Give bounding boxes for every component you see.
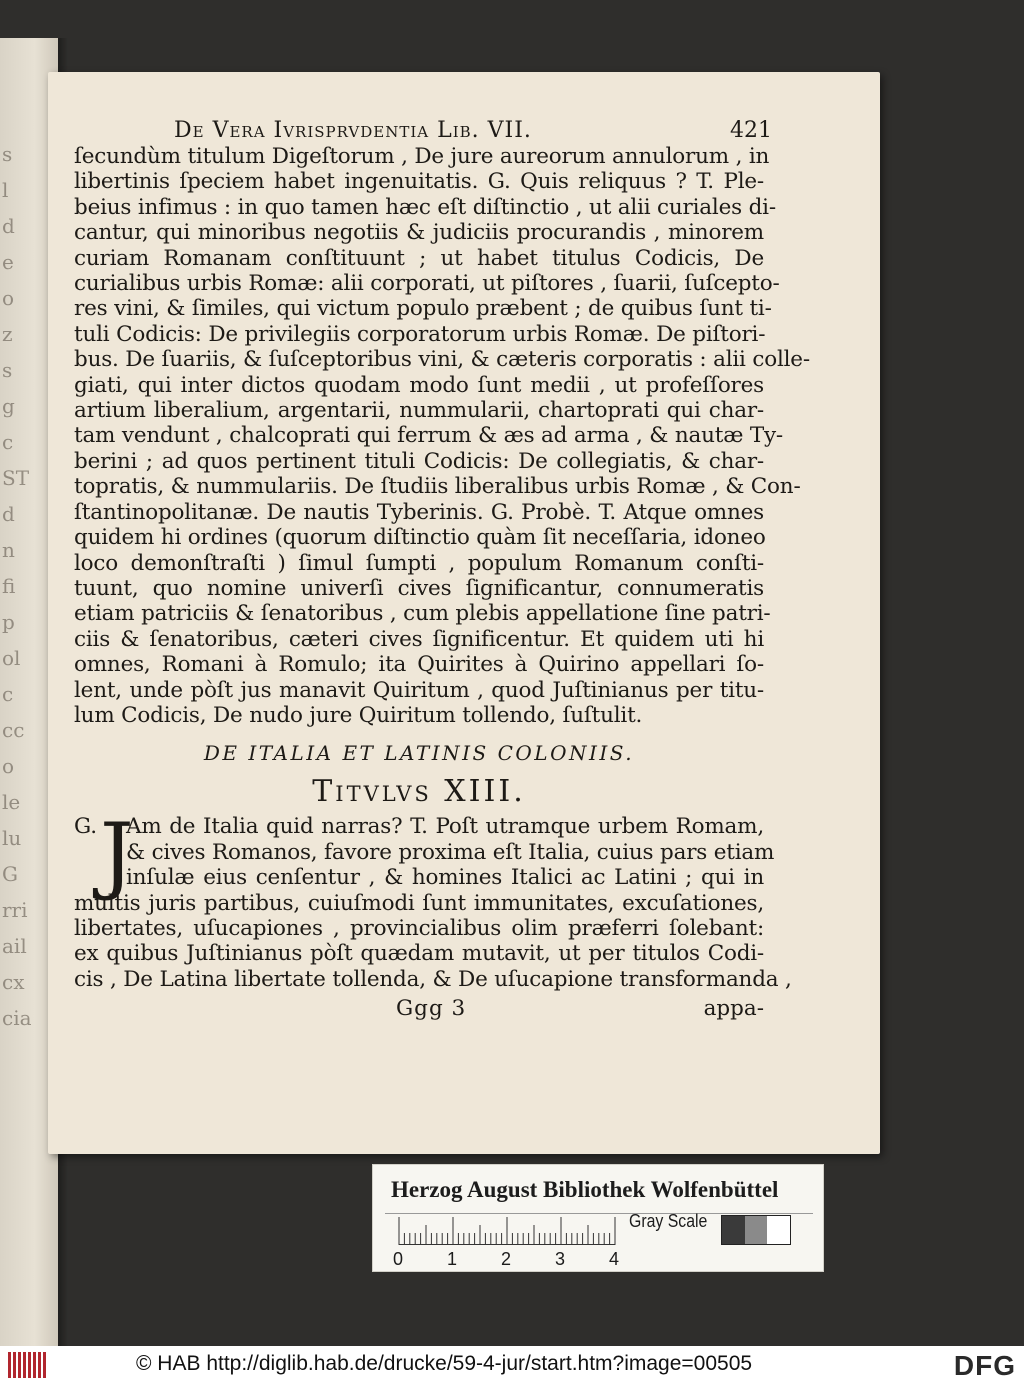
prev-page-fragment: cx: [2, 970, 25, 994]
scale-number: 2: [501, 1249, 512, 1269]
text-line: inſulæ eius cenſentur , & homines Italici ac Latini ; qui in: [126, 865, 764, 891]
scale-number: 0: [393, 1249, 404, 1269]
text-line: & cives Romanos, favore proxima eſt Italia, cuius pars etiam: [126, 839, 775, 865]
text-line: ſtantinopolitanæ. De nautis Tyberinis. G. Probè. T. Atque omnes: [74, 499, 764, 525]
copyright-url[interactable]: © HAB http://diglib.hab.de/drucke/59-4-jur/start.htm?image=00505: [136, 1352, 753, 1375]
prev-page-fragment: s: [2, 142, 13, 166]
scale-number: 4: [609, 1249, 620, 1269]
prev-page-fragment: c: [2, 682, 14, 706]
logo-bar: [38, 1352, 41, 1378]
gray-swatch: [722, 1216, 745, 1244]
gray-swatches: [721, 1215, 791, 1245]
prev-page-fragment: fi: [2, 574, 16, 598]
running-head: [74, 112, 772, 143]
prev-page-fragment: e: [2, 250, 14, 274]
dfg-logo: DFG: [953, 1350, 1016, 1381]
text-line: omnes, Romani à Romulo; ita Quirites à Quirino appellari ſo-: [74, 652, 764, 678]
label-divider: [385, 1213, 813, 1214]
body-text-part2: [74, 890, 792, 993]
footer-bar: [0, 1346, 1024, 1383]
prev-page-fragment: lu: [2, 826, 22, 850]
text-line: ciis & ſenatoribus, cæteri cives ſignificentur. Et quidem uti hi: [74, 626, 764, 652]
book-page: [48, 72, 880, 1154]
prev-page-fragment: ail: [2, 934, 27, 958]
logo-bar: [28, 1352, 31, 1378]
hab-logo-icon: [8, 1352, 48, 1378]
prev-page-fragment: n: [2, 538, 15, 562]
prev-page-fragment: G: [2, 862, 18, 886]
scale-numbers: [393, 1249, 633, 1271]
section-heading: DE ITALIA ET LATINIS COLONIIS.: [203, 741, 635, 766]
signature-mark: Ggg 3: [396, 996, 467, 1022]
prev-page-fragment: c: [2, 430, 14, 454]
catch-line: [74, 996, 764, 1024]
library-name: Herzog August Bibliothek Wolfenbüttel: [391, 1177, 779, 1202]
prev-page-fragment: z: [2, 322, 13, 346]
text-line: res vini, & ſimiles, qui victum populo præbent ; de quibus ſunt ti-: [74, 296, 772, 322]
prev-page-fragment: cia: [2, 1006, 32, 1030]
text-line: berini ; ad quos pertinent tituli Codicis: De collegiatis, & char-: [74, 448, 764, 474]
prev-page-fragment: o: [2, 754, 15, 778]
prev-page-fragment: ST: [2, 466, 30, 490]
prev-page-fragment: rri: [2, 898, 28, 922]
text-line: lum Codicis, De nudo jure Quiritum tollendo, ſuſtulit.: [74, 702, 643, 728]
prev-page-fragment: d: [2, 502, 15, 526]
text-line: libertinis ſpeciem habet ingenuitatis. G. Quis reliquus ? T. Ple-: [74, 169, 764, 195]
prev-page-fragment: p: [2, 610, 15, 634]
text-line: bus. De ſuariis, & ſuſceptoribus vini, & cæteris corporatis : alii colle-: [74, 347, 810, 373]
prev-page-fragment: cc: [2, 718, 25, 742]
text-line: ſecundùm titulum Digeſtorum , De jure aureorum annulorum , in: [74, 144, 770, 169]
text-line: etiam patriciis & ſenatoribus , cum plebis appellatione ſine patri-: [74, 601, 771, 627]
text-line: cis , De Latina libertate tollenda, & De uſucapione transformanda ,: [74, 966, 792, 992]
drop-cap: J: [100, 805, 134, 904]
indented-lines: [74, 814, 775, 891]
page-number: 421: [730, 118, 772, 143]
library-scale-label: [372, 1164, 824, 1272]
scale-ruler: [397, 1215, 619, 1245]
text-line: tam vendunt , chalcoprati qui ferrum & æs ad arma , & nautæ Ty-: [74, 423, 783, 449]
text-line: tuli Codicis: De privilegiis corporatorum urbis Romæ. De piſtori-: [74, 321, 766, 347]
text-line: tuunt, quo nomine univerſi cives ſignificantur, connumeratis: [74, 575, 764, 601]
text-line: artium liberalium, argentarii, nummularii, chartoprati qui char-: [74, 398, 764, 424]
running-title: De Vera Ivrisprvdentia Lib. VII.: [174, 118, 532, 143]
logo-bar: [43, 1352, 46, 1378]
text-line: quidem hi ordines (quorum diſtinctio quàm ſit neceſſaria, idoneo: [74, 525, 766, 551]
prev-page-fragment: le: [2, 790, 21, 814]
prev-page-fragment: l: [2, 178, 9, 202]
logo-bar: [23, 1352, 26, 1378]
text-line: ex quibus Juſtinianus pòſt quædam mutavit, ut per titulos Codi-: [74, 941, 764, 967]
text-line: multis juris partibus, cuiuſmodi ſunt immunitates, excuſationes,: [74, 890, 764, 916]
catchword: appa-: [703, 996, 764, 1022]
gray-swatch: [745, 1216, 768, 1244]
gray-swatch: [767, 1216, 790, 1244]
text-line: beius infimus : in quo tamen hæc eſt diſtinctio , ut alii curiales di-: [74, 194, 776, 220]
text-line: Am de Italia quid narras? T. Poſt utramque urbem Romam,: [126, 814, 764, 840]
text-line: curialibus urbis Romæ: alii corporati, ut piſtores , ſuarii, ſuſcepto-: [74, 271, 780, 297]
logo-bar: [18, 1352, 21, 1378]
prev-page-fragment: g: [2, 394, 15, 418]
text-line: cantur, qui minoribus negotiis & judiciis procurandis , minorem: [74, 220, 764, 246]
scale-number: 3: [555, 1249, 566, 1269]
logo-bar: [13, 1352, 16, 1378]
text-line: giati, qui inter dictos quodam modo ſunt medii , ut profeſſores: [74, 372, 764, 398]
page-content: [74, 112, 810, 1024]
prev-page-fragment: d: [2, 214, 15, 238]
scale-number: 1: [447, 1249, 458, 1269]
logo-bar: [33, 1352, 36, 1378]
prev-page-fragment: o: [2, 286, 15, 310]
title-heading: Titvlvs XIII.: [312, 774, 526, 810]
logo-bar: [8, 1352, 11, 1378]
text-line: curiam Romanam conſtituunt ; ut habet titulus Codicis, De: [74, 245, 764, 271]
prev-page-fragment: s: [2, 358, 13, 382]
gray-scale-label: Gray Scale: [629, 1211, 708, 1231]
text-line: lent, unde pòſt jus manavit Quiritum , quod Juſtinianus per titu-: [74, 677, 764, 703]
prev-page-fragment: ol: [2, 646, 21, 670]
text-line: topratis, & nummulariis. De ſtudiis liberalibus urbis Romæ , & Con-: [74, 474, 801, 500]
speaker-label: G.: [74, 814, 97, 840]
text-line: libertates, uſucapiones , provincialibus olim præferri ſolebant:: [74, 915, 764, 941]
text-line: loco demonſtraſti ) ſimul ſumpti , populum Romanum conſti-: [74, 550, 764, 576]
body-text-part1: [74, 144, 810, 728]
